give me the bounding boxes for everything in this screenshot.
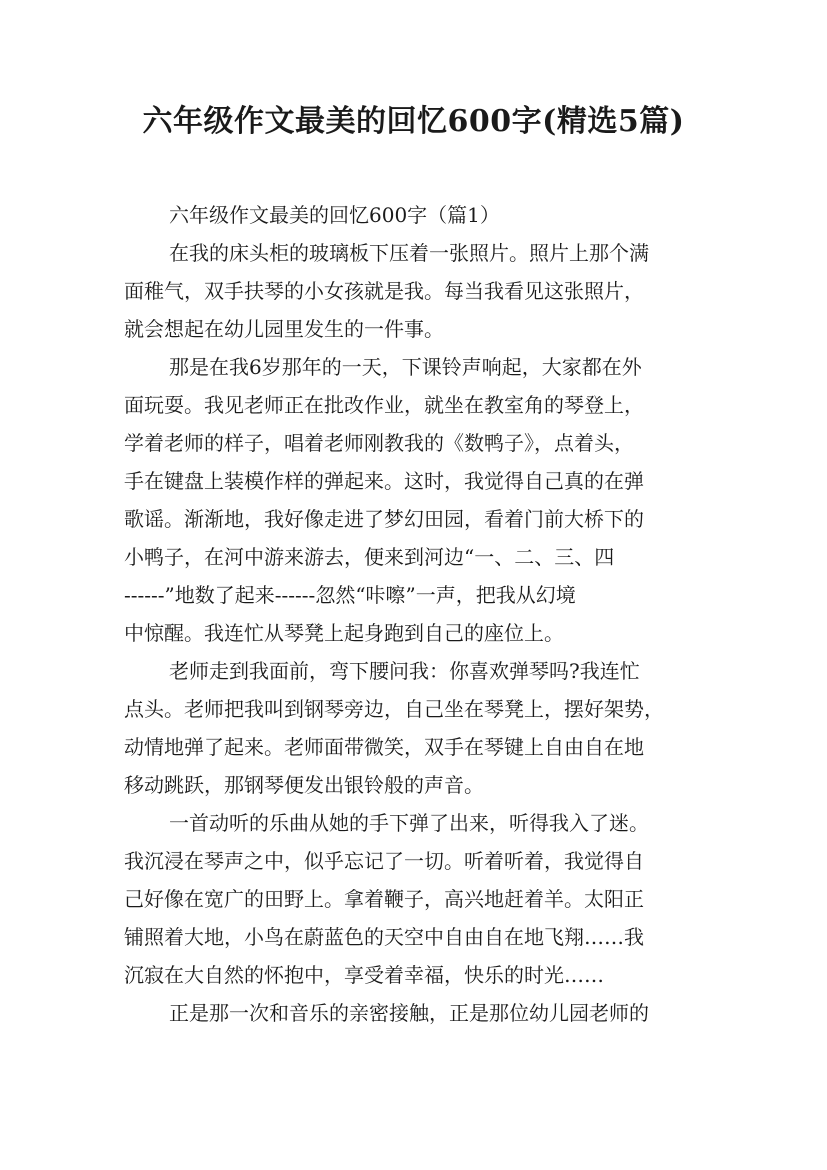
paragraph-line: 在我的床头柜的玻璃板下压着一张照片。照片上那个满 bbox=[169, 241, 649, 265]
paragraph-line: 小鸭子，在河中游来游去，便来到河边“一、二、三、四 bbox=[124, 545, 615, 569]
paragraph-line: 歌谣。渐渐地，我好像走进了梦幻田园，看着门前大桥下的 bbox=[124, 507, 644, 531]
paragraph-line: 一首动听的乐曲从她的手下弹了出来，听得我入了迷。 bbox=[169, 811, 649, 835]
paragraph-line: 沉寂在大自然的怀抱中，享受着幸福，快乐的时光…… bbox=[124, 963, 604, 987]
paragraph-line: 动情地弹了起来。老师面带微笑，双手在琴键上自由自在地 bbox=[124, 735, 644, 759]
document-title: 六年级作文最美的回忆600字(精选5篇) bbox=[142, 104, 685, 139]
paragraph-line: 正是那一次和音乐的亲密接触，正是那位幼儿园老师的 bbox=[169, 1001, 649, 1025]
paragraph-line: 就会想起在幼儿园里发生的一件事。 bbox=[124, 317, 444, 341]
paragraph-line: 铺照着大地，小鸟在蔚蓝色的天空中自由自在地飞翔……我 bbox=[124, 925, 644, 949]
paragraph-line: 老师走到我面前，弯下腰问我：你喜欢弹琴吗?我连忙 bbox=[169, 659, 640, 683]
paragraph-line: 手在键盘上装模作样的弹起来。这时，我觉得自己真的在弹 bbox=[124, 469, 644, 493]
section-heading: 六年级作文最美的回忆600字（篇1） bbox=[169, 203, 500, 227]
paragraph-line: 移动跳跃，那钢琴便发出银铃般的声音。 bbox=[124, 773, 484, 797]
paragraph-line: 点头。老师把我叫到钢琴旁边，自己坐在琴凳上，摆好架势， bbox=[124, 697, 664, 721]
paragraph-line: 那是在我6岁那年的一天，下课铃声响起，大家都在外 bbox=[169, 355, 642, 379]
paragraph-line: 学着老师的样子，唱着老师刚教我的《数鸭子》，点着头， bbox=[124, 431, 634, 455]
paragraph-line: 中惊醒。我连忙从琴凳上起身跑到自己的座位上。 bbox=[124, 621, 564, 645]
paragraph-line: 我沉浸在琴声之中，似乎忘记了一切。听着听着，我觉得自 bbox=[124, 849, 644, 873]
paragraph-line: ------”地数了起来------忽然“咔嚓”一声，把我从幻境 bbox=[124, 583, 576, 607]
paragraph-line: 己好像在宽广的田野上。拿着鞭子，高兴地赶着羊。太阳正 bbox=[124, 887, 644, 911]
paragraph-line: 面玩耍。我见老师正在批改作业，就坐在教室角的琴登上， bbox=[124, 393, 644, 417]
paragraph-line: 面稚气，双手扶琴的小女孩就是我。每当我看见这张照片， bbox=[124, 279, 644, 303]
